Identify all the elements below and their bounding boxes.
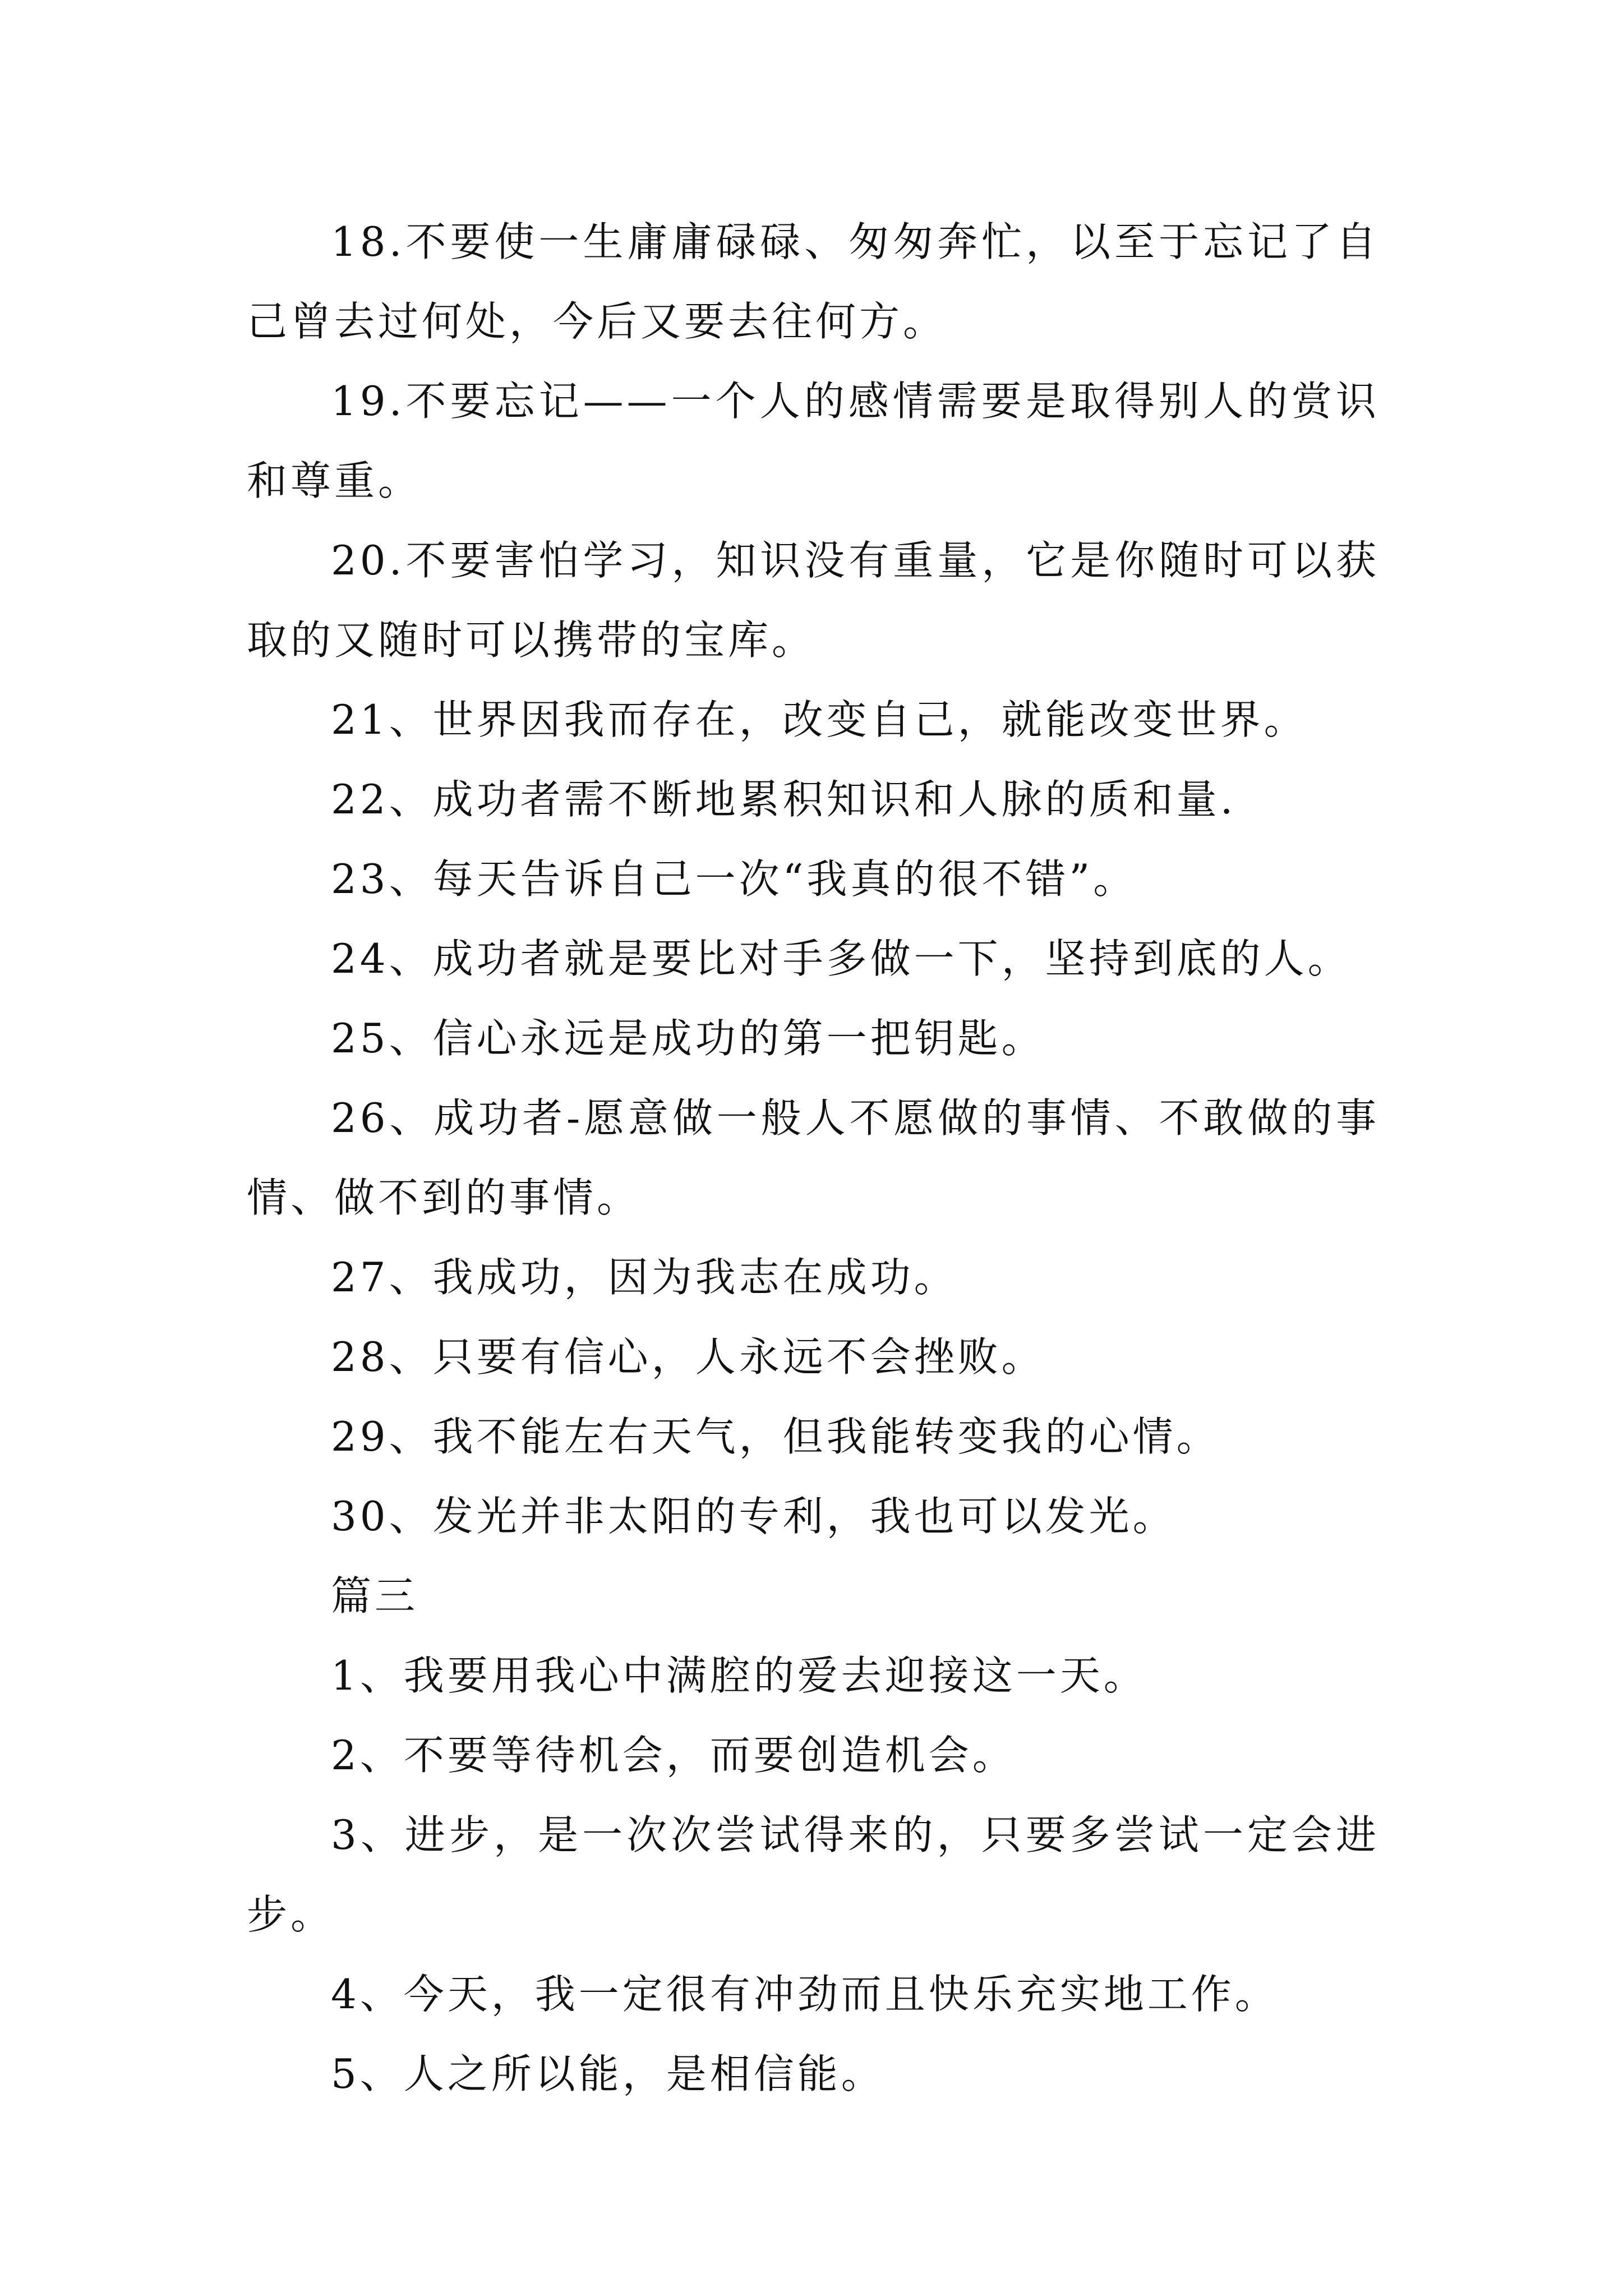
paragraph-21: 21、世界因我而存在，改变自己，就能改变世界。	[331, 696, 1308, 743]
paragraph-22: 22、成功者需不断地累积知识和人脉的质和量.	[331, 776, 1237, 823]
paragraph-24: 24、成功者就是要比对手多做一下，坚持到底的人。	[331, 935, 1352, 982]
paragraph-18: 18.不要使一生庸庸碌碌、匆匆奔忙，以至于忘记了自己曾去过何处，今后又要去往何方。	[247, 218, 1380, 345]
paragraph-19: 19.不要忘记——一个人的感情需要是取得别人的赏识和尊重。	[247, 378, 1380, 504]
paragraph-26: 26、成功者-愿意做一般人不愿做的事情、不敢做的事情、做不到的事情。	[247, 1094, 1380, 1221]
paragraph-s3-5: 5、人之所以能，是相信能。	[331, 2050, 885, 2097]
paragraph-s3-1: 1、我要用我心中满腔的爱去迎接这一天。	[331, 1652, 1147, 1699]
paragraph-28: 28、只要有信心，人永远不会挫败。	[331, 1333, 1045, 1381]
paragraph-20: 20.不要害怕学习，知识没有重量，它是你随时可以获取的又随时可以携带的宝库。	[247, 537, 1380, 664]
section-heading: 篇三	[331, 1572, 419, 1619]
paragraph-s3-2: 2、不要等待机会，而要创造机会。	[331, 1732, 1016, 1779]
paragraph-25: 25、信心永远是成功的第一把钥匙。	[331, 1015, 1045, 1062]
paragraph-29: 29、我不能左右天气，但我能转变我的心情。	[331, 1413, 1220, 1460]
paragraph-30: 30、发光并非太阳的专利，我也可以发光。	[331, 1493, 1177, 1540]
paragraph-s3-4: 4、今天，我一定很有冲劲而且快乐充实地工作。	[331, 1971, 1279, 2018]
paragraph-23: 23、每天告诉自己一次“我真的很不错”。	[331, 855, 1137, 903]
paragraph-s3-3: 3、进步，是一次次尝试得来的，只要多尝试一定会进步。	[247, 1811, 1380, 1938]
paragraph-27: 27、我成功，因为我志在成功。	[331, 1254, 958, 1301]
document-body	[247, 202, 1380, 2114]
